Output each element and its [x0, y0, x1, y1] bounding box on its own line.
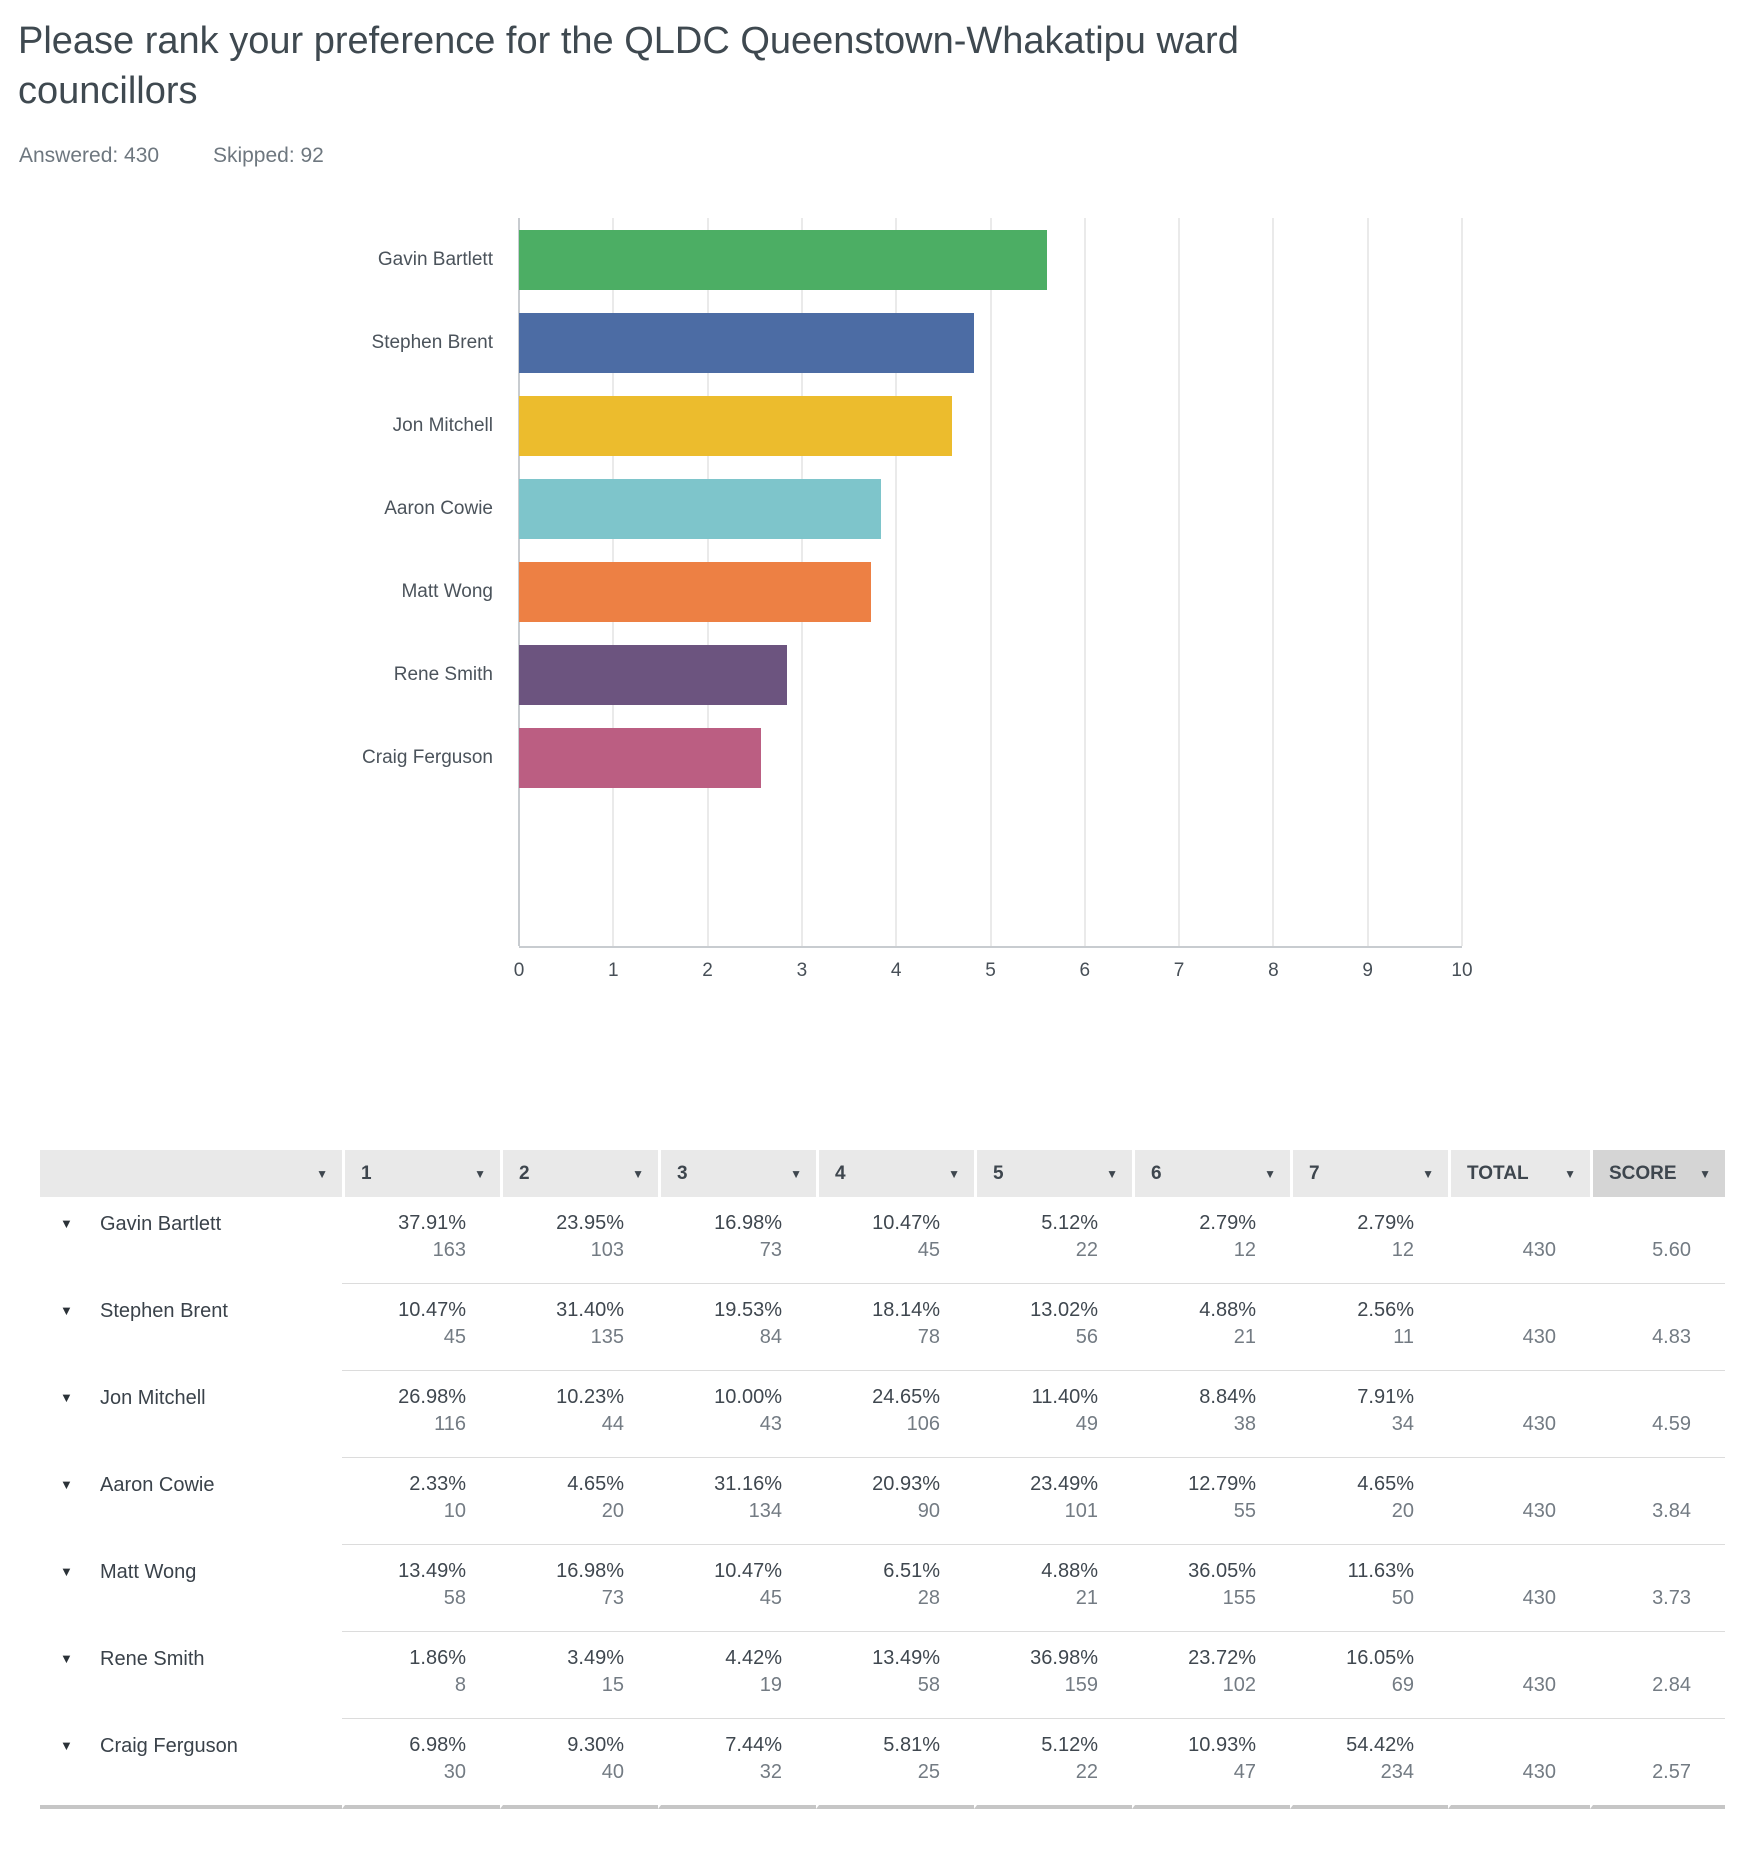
- response-meta: [0, 116, 1750, 168]
- sort-arrow-icon: ▼: [1564, 1166, 1576, 1181]
- total-value: 430: [1522, 1239, 1556, 1262]
- rank-cell: [658, 1284, 816, 1371]
- x-tick-label: 1: [608, 960, 619, 982]
- x-tick-label: 0: [513, 960, 525, 982]
- column-header-label: TOTAL: [1467, 1162, 1529, 1184]
- sort-arrow-icon: ▼: [948, 1166, 960, 1181]
- rank-cell: [816, 1458, 974, 1545]
- count-value: 11: [1393, 1326, 1414, 1349]
- count-value: 49: [1075, 1413, 1098, 1436]
- percent-value: 37.91%: [398, 1212, 466, 1235]
- percent-value: 36.05%: [1188, 1560, 1256, 1583]
- rank-cell: [500, 1719, 658, 1809]
- count-value: 73: [601, 1587, 624, 1610]
- column-header[interactable]: [1448, 1150, 1590, 1197]
- rank-cell: [342, 1371, 500, 1458]
- total-cell: [1448, 1545, 1590, 1632]
- x-tick-label: 8: [1268, 960, 1279, 982]
- bar-label: Rene Smith: [393, 663, 493, 685]
- results-table: [40, 1150, 1725, 1809]
- expand-caret-icon[interactable]: ▼: [60, 1390, 73, 1406]
- count-value: 12: [1391, 1239, 1414, 1262]
- percent-value: 10.93%: [1188, 1734, 1256, 1757]
- count-value: 69: [1391, 1674, 1414, 1697]
- column-header[interactable]: [342, 1150, 500, 1197]
- rank-cell: [816, 1197, 974, 1284]
- bar-row: [519, 384, 1462, 467]
- rank-cell: [658, 1458, 816, 1545]
- column-header-inner: [40, 1150, 342, 1197]
- candidate-cell: [40, 1632, 342, 1719]
- percent-value: 13.49%: [398, 1560, 466, 1583]
- count-value: 20: [601, 1500, 624, 1523]
- count-value: 12: [1233, 1239, 1256, 1262]
- column-header-inner: [661, 1150, 816, 1197]
- column-header[interactable]: [1132, 1150, 1290, 1197]
- rank-cell: [342, 1458, 500, 1545]
- percent-value: 16.98%: [714, 1212, 782, 1235]
- rank-cell: [658, 1371, 816, 1458]
- count-value: 43: [759, 1413, 782, 1436]
- percent-value: 2.79%: [1199, 1212, 1256, 1235]
- x-tick-label: 5: [985, 960, 996, 982]
- count-value: 84: [759, 1326, 782, 1349]
- percent-value: 5.12%: [1041, 1734, 1098, 1757]
- rank-cell: [1290, 1284, 1448, 1371]
- table-row: [40, 1197, 1725, 1284]
- expand-caret-icon[interactable]: ▼: [60, 1477, 73, 1493]
- count-value: 159: [1064, 1674, 1098, 1697]
- count-value: 106: [906, 1413, 940, 1436]
- candidate-name: Craig Ferguson: [100, 1735, 238, 1758]
- skipped-count: Skipped: 92: [212, 144, 324, 168]
- bar[interactable]: [519, 313, 974, 373]
- percent-value: 23.72%: [1188, 1647, 1256, 1670]
- score-cell: [1590, 1632, 1725, 1719]
- rank-cell: [816, 1284, 974, 1371]
- count-value: 134: [748, 1500, 782, 1523]
- expand-caret-icon[interactable]: ▼: [60, 1651, 73, 1667]
- percent-value: 54.42%: [1346, 1734, 1414, 1757]
- total-cell: [1448, 1371, 1590, 1458]
- percent-value: 11.63%: [1347, 1560, 1414, 1583]
- expand-caret-icon[interactable]: ▼: [60, 1216, 73, 1232]
- total-value: 430: [1522, 1587, 1556, 1610]
- percent-value: 1.86%: [409, 1647, 466, 1670]
- column-header[interactable]: [974, 1150, 1132, 1197]
- percent-value: 13.02%: [1030, 1299, 1098, 1322]
- count-value: 50: [1391, 1587, 1414, 1610]
- rank-cell: [816, 1371, 974, 1458]
- rank-cell: [816, 1632, 974, 1719]
- count-value: 155: [1222, 1587, 1256, 1610]
- percent-value: 10.47%: [714, 1560, 782, 1583]
- rank-cell: [342, 1545, 500, 1632]
- rank-cell: [974, 1719, 1132, 1809]
- percent-value: 11.40%: [1031, 1386, 1098, 1409]
- count-value: 40: [601, 1761, 624, 1784]
- bar-label: Gavin Bartlett: [377, 248, 493, 270]
- rank-cell: [1132, 1371, 1290, 1458]
- count-value: 163: [432, 1239, 466, 1262]
- candidate-name: Matt Wong: [100, 1561, 197, 1584]
- percent-value: 4.88%: [1199, 1299, 1256, 1322]
- sort-arrow-icon: ▼: [1422, 1166, 1434, 1181]
- total-value: 430: [1522, 1761, 1556, 1784]
- percent-value: 10.23%: [556, 1386, 624, 1409]
- total-value: 430: [1522, 1326, 1556, 1349]
- score-value: 4.59: [1652, 1413, 1691, 1436]
- total-cell: [1448, 1458, 1590, 1545]
- percent-value: 12.79%: [1188, 1473, 1256, 1496]
- percent-value: 36.98%: [1030, 1647, 1098, 1670]
- percent-value: 23.49%: [1030, 1473, 1098, 1496]
- bar-row: [519, 218, 1462, 301]
- count-value: 20: [1391, 1500, 1414, 1523]
- count-value: 21: [1233, 1326, 1256, 1349]
- percent-value: 4.42%: [725, 1647, 782, 1670]
- rank-cell: [658, 1719, 816, 1809]
- rank-cell: [974, 1632, 1132, 1719]
- count-value: 78: [917, 1326, 940, 1349]
- table-row: [40, 1458, 1725, 1545]
- percent-value: 20.93%: [872, 1473, 940, 1496]
- column-header-inner: [1135, 1150, 1290, 1197]
- percent-value: 16.05%: [1346, 1647, 1414, 1670]
- count-value: 103: [590, 1239, 624, 1262]
- table-row: [40, 1284, 1725, 1371]
- x-tick-label: 3: [796, 960, 808, 982]
- x-tick-label: 2: [702, 960, 713, 982]
- column-header-label: SCORE: [1609, 1162, 1677, 1184]
- column-header-inner: [819, 1150, 974, 1197]
- score-value: 2.84: [1652, 1674, 1691, 1697]
- x-tick-label: 6: [1079, 960, 1091, 982]
- count-value: 101: [1064, 1500, 1098, 1523]
- column-header[interactable]: [1590, 1150, 1725, 1197]
- expand-caret-icon[interactable]: ▼: [60, 1564, 73, 1580]
- x-tick-label: 9: [1362, 960, 1373, 982]
- percent-value: 18.14%: [872, 1299, 940, 1322]
- rank-cell: [974, 1545, 1132, 1632]
- rank-cell: [500, 1458, 658, 1545]
- percent-value: 9.30%: [567, 1734, 624, 1757]
- bar[interactable]: [519, 479, 881, 539]
- count-value: 30: [443, 1761, 466, 1784]
- candidate-cell: [40, 1719, 342, 1809]
- rank-cell: [342, 1632, 500, 1719]
- bar-label: Jon Mitchell: [392, 414, 493, 436]
- rank-cell: [974, 1284, 1132, 1371]
- rank-cell: [1132, 1632, 1290, 1719]
- page-title: Please rank your preference for the QLDC Queenstown-Whakatipu ward councillors: [18, 20, 1239, 113]
- percent-value: 7.44%: [725, 1734, 782, 1757]
- sort-arrow-icon: ▼: [1106, 1166, 1118, 1181]
- count-value: 58: [917, 1674, 940, 1697]
- total-value: 430: [1522, 1674, 1556, 1697]
- total-cell: [1448, 1632, 1590, 1719]
- bar-row: [519, 633, 1462, 716]
- table-row: [40, 1719, 1725, 1809]
- bar[interactable]: [519, 396, 952, 456]
- percent-value: 10.47%: [398, 1299, 466, 1322]
- column-header-label: 6: [1151, 1162, 1162, 1184]
- column-header-label: 3: [677, 1162, 688, 1184]
- percent-value: 31.40%: [556, 1299, 624, 1322]
- x-tick-label: 10: [1451, 960, 1473, 982]
- rank-cell: [1132, 1458, 1290, 1545]
- table-row: [40, 1545, 1725, 1632]
- table-header-row: [40, 1150, 1725, 1197]
- sort-arrow-icon: ▼: [790, 1166, 802, 1181]
- column-header-label: 7: [1309, 1162, 1320, 1184]
- total-cell: [1448, 1719, 1590, 1809]
- rank-cell: [1290, 1197, 1448, 1284]
- column-header[interactable]: [40, 1150, 342, 1197]
- column-header-label: 5: [993, 1162, 1004, 1184]
- score-value: 2.57: [1652, 1761, 1691, 1784]
- percent-value: 2.79%: [1357, 1212, 1414, 1235]
- rank-cell: [1290, 1545, 1448, 1632]
- percent-value: 4.88%: [1041, 1560, 1098, 1583]
- sort-arrow-icon: ▼: [632, 1166, 644, 1181]
- sort-arrow-icon: ▼: [1264, 1166, 1276, 1181]
- rank-cell: [974, 1197, 1132, 1284]
- bar-row: [519, 301, 1462, 384]
- rank-cell: [500, 1197, 658, 1284]
- column-header-inner: [503, 1150, 658, 1197]
- sort-arrow-icon: ▼: [474, 1166, 486, 1181]
- count-value: 56: [1075, 1326, 1098, 1349]
- percent-value: 2.33%: [409, 1473, 466, 1496]
- column-header-inner: [1451, 1150, 1590, 1197]
- rank-cell: [974, 1458, 1132, 1545]
- plot-rows: [519, 218, 1462, 799]
- rank-cell: [342, 1197, 500, 1284]
- x-tick-label: 7: [1173, 960, 1185, 982]
- bar-label: Matt Wong: [401, 580, 493, 602]
- rank-cell: [658, 1545, 816, 1632]
- percent-value: 19.53%: [714, 1299, 782, 1322]
- column-header-inner: [1593, 1150, 1725, 1197]
- count-value: 34: [1391, 1413, 1414, 1436]
- expand-caret-icon[interactable]: ▼: [60, 1738, 73, 1754]
- score-value: 4.83: [1652, 1326, 1691, 1349]
- bar-row: [519, 550, 1462, 633]
- bar[interactable]: [519, 230, 1047, 290]
- rank-cell: [974, 1371, 1132, 1458]
- total-cell: [1448, 1284, 1590, 1371]
- rank-cell: [500, 1371, 658, 1458]
- candidate-cell: [40, 1284, 342, 1371]
- candidate-name: Stephen Brent: [100, 1300, 228, 1323]
- count-value: 22: [1075, 1761, 1098, 1784]
- count-value: 19: [759, 1674, 782, 1697]
- percent-value: 4.65%: [567, 1473, 624, 1496]
- rank-cell: [658, 1197, 816, 1284]
- table-row: [40, 1371, 1725, 1458]
- bar-label: Craig Ferguson: [362, 746, 493, 768]
- count-value: 8: [454, 1674, 466, 1697]
- count-value: 90: [917, 1500, 940, 1523]
- plot-area: [519, 218, 1462, 948]
- count-value: 116: [434, 1413, 466, 1436]
- score-cell: [1590, 1458, 1725, 1545]
- total-value: 430: [1522, 1413, 1556, 1436]
- count-value: 21: [1075, 1587, 1098, 1610]
- count-value: 135: [590, 1326, 624, 1349]
- rank-cell: [500, 1545, 658, 1632]
- count-value: 47: [1233, 1761, 1256, 1784]
- percent-value: 6.98%: [409, 1734, 466, 1757]
- rank-cell: [342, 1719, 500, 1809]
- column-header-inner: [1293, 1150, 1448, 1197]
- rank-cell: [500, 1284, 658, 1371]
- rank-cell: [816, 1545, 974, 1632]
- score-value: 3.73: [1652, 1587, 1691, 1610]
- total-value: 430: [1522, 1500, 1556, 1523]
- score-cell: [1590, 1719, 1725, 1809]
- column-header[interactable]: [816, 1150, 974, 1197]
- chart-label-column: [0, 218, 519, 948]
- percent-value: 6.51%: [883, 1560, 940, 1583]
- bar-row: [519, 467, 1462, 550]
- candidate-cell: [40, 1371, 342, 1458]
- rank-cell: [1132, 1284, 1290, 1371]
- count-value: 55: [1233, 1500, 1256, 1523]
- rank-cell: [1290, 1371, 1448, 1458]
- column-header-inner: [345, 1150, 500, 1197]
- score-value: 3.84: [1652, 1500, 1691, 1523]
- count-value: 102: [1222, 1674, 1256, 1697]
- rank-cell: [342, 1284, 500, 1371]
- percent-value: 4.65%: [1357, 1473, 1414, 1496]
- score-cell: [1590, 1545, 1725, 1632]
- candidate-name: Aaron Cowie: [100, 1474, 215, 1497]
- rank-cell: [816, 1719, 974, 1809]
- candidate-cell: [40, 1545, 342, 1632]
- score-cell: [1590, 1371, 1725, 1458]
- bar[interactable]: [519, 645, 787, 705]
- count-value: 45: [917, 1239, 940, 1262]
- bar-row: [519, 716, 1462, 799]
- column-header-label: 1: [361, 1162, 372, 1184]
- bar-label: Stephen Brent: [371, 331, 493, 353]
- count-value: 22: [1075, 1239, 1098, 1262]
- ranking-bar-chart: [0, 218, 1462, 948]
- percent-value: 13.49%: [872, 1647, 940, 1670]
- candidate-cell: [40, 1197, 342, 1284]
- percent-value: 2.56%: [1357, 1299, 1414, 1322]
- candidate-name: Jon Mitchell: [100, 1387, 206, 1410]
- percent-value: 5.12%: [1041, 1212, 1098, 1235]
- bar-label: Aaron Cowie: [384, 497, 493, 519]
- column-header[interactable]: [1290, 1150, 1448, 1197]
- rank-cell: [1132, 1719, 1290, 1809]
- percent-value: 16.98%: [556, 1560, 624, 1583]
- count-value: 45: [759, 1587, 782, 1610]
- bar[interactable]: [519, 562, 871, 622]
- sort-arrow-icon: ▼: [316, 1166, 328, 1181]
- column-header-label: 4: [835, 1162, 846, 1184]
- count-value: 73: [759, 1239, 782, 1262]
- percent-value: 5.81%: [883, 1734, 940, 1757]
- candidate-name: Gavin Bartlett: [100, 1213, 222, 1236]
- score-value: 5.60: [1652, 1239, 1691, 1262]
- bar[interactable]: [519, 728, 761, 788]
- percent-value: 10.47%: [872, 1212, 940, 1235]
- count-value: 44: [601, 1413, 624, 1436]
- rank-cell: [658, 1632, 816, 1719]
- percent-value: 24.65%: [872, 1386, 940, 1409]
- percent-value: 23.95%: [556, 1212, 624, 1235]
- candidate-cell: [40, 1458, 342, 1545]
- percent-value: 7.91%: [1357, 1386, 1414, 1409]
- percent-value: 10.00%: [714, 1386, 782, 1409]
- column-header-inner: [977, 1150, 1132, 1197]
- candidate-name: Rene Smith: [100, 1648, 205, 1671]
- count-value: 45: [443, 1326, 466, 1349]
- expand-caret-icon[interactable]: ▼: [60, 1303, 73, 1319]
- count-value: 38: [1233, 1413, 1256, 1436]
- percent-value: 8.84%: [1199, 1386, 1256, 1409]
- table-row: [40, 1632, 1725, 1719]
- rank-cell: [1290, 1632, 1448, 1719]
- rank-cell: [1132, 1545, 1290, 1632]
- count-value: 32: [759, 1761, 782, 1784]
- x-tick-label: 4: [890, 960, 902, 982]
- rank-cell: [1132, 1197, 1290, 1284]
- count-value: 234: [1380, 1761, 1414, 1784]
- percent-value: 26.98%: [398, 1386, 466, 1409]
- x-axis: [513, 948, 1473, 990]
- rank-cell: [500, 1632, 658, 1719]
- answered-count: Answered: 430: [19, 144, 160, 168]
- rank-cell: [1290, 1719, 1448, 1809]
- column-header[interactable]: [500, 1150, 658, 1197]
- percent-value: 31.16%: [714, 1473, 782, 1496]
- count-value: 28: [917, 1587, 940, 1610]
- rank-cell: [1290, 1458, 1448, 1545]
- score-cell: [1590, 1284, 1725, 1371]
- count-value: 25: [917, 1761, 940, 1784]
- column-header[interactable]: [658, 1150, 816, 1197]
- total-cell: [1448, 1197, 1590, 1284]
- count-value: 58: [443, 1587, 466, 1610]
- count-value: 15: [601, 1674, 624, 1697]
- score-cell: [1590, 1197, 1725, 1284]
- count-value: 10: [443, 1500, 466, 1523]
- percent-value: 3.49%: [567, 1647, 624, 1670]
- column-header-label: 2: [519, 1162, 530, 1184]
- sort-arrow-icon: ▼: [1699, 1166, 1711, 1181]
